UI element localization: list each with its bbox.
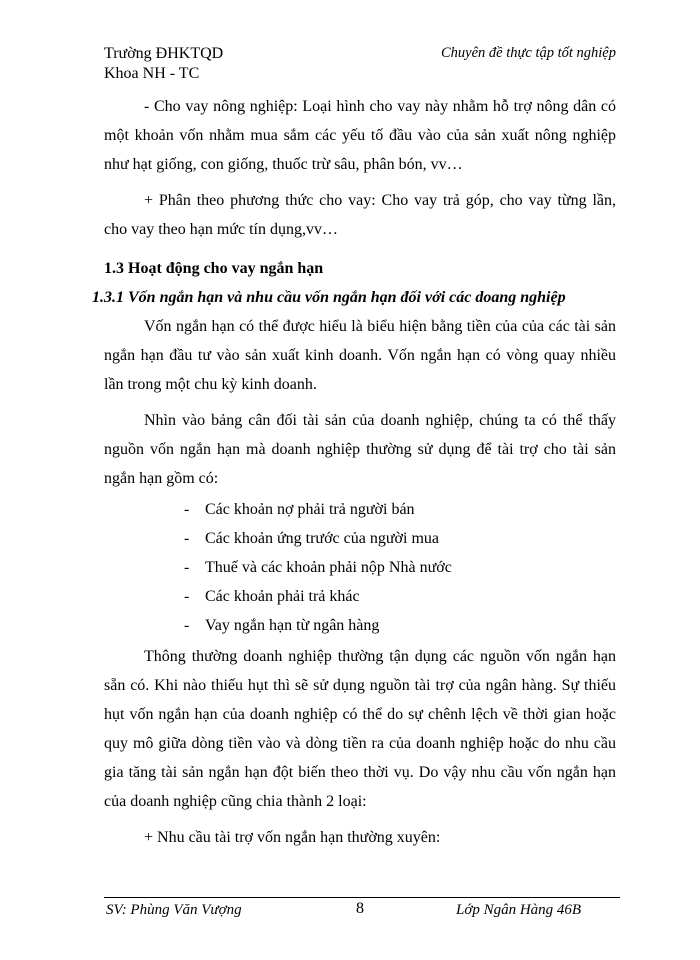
paragraph-balance-sheet: Nhìn vào bảng cân đối tài sản của doanh nghiệp, chúng ta có thể thấy nguồn vốn ngắn hạn mà doanh nghiệp thường sử dụng để tài trợ cho tài sản ngắn hạn gồm có: xyxy=(104,412,616,487)
paragraph-capital-shortfall: Thông thường doanh nghiệp thường tận dụng các nguồn vốn ngắn hạn sẵn có. Khi nào thiếu hụt thì sẽ sử dụng nguồn tài trợ của ngân hàng. Sự thiếu hụt vốn ngắn hạn của doanh nghiệp có thể do sự chênh lệch về thời gian hoặc quy mô giữa dòng tiền vào và dòng tiền ra của doanh nghiệp hoặc do nhu cầu gia tăng tài sản ngắn hạn đột biến theo thời vụ. Do vậy nhu cầu vốn ngắn hạn của doanh nghiệp cũng chia thành 2 loại: xyxy=(104,648,616,810)
list-item: - Các khoản ứng trước của người mua xyxy=(184,530,439,547)
list-item: - Các khoản nợ phải trả người bán xyxy=(184,501,415,518)
document-body xyxy=(92,92,616,852)
paragraph-agricultural-loans: - Cho vay nông nghiệp: Loại hình cho vay này nhằm hỗ trợ nông dân có một khoản vốn nhằm mua sắm các yếu tố đầu vào của sản xuất nông nghiệp như hạt giống, con giống, thuốc trừ sâu, phân bón, vv… xyxy=(104,98,616,173)
footer-divider xyxy=(104,897,620,898)
header-doc-type: Chuyên đề thực tập tốt nghiệp xyxy=(440,45,616,61)
section-heading-1-3-1: 1.3.1 Vốn ngắn hạn và nhu cầu vốn ngắn hạn đối với các doang nghiệp xyxy=(92,289,566,306)
footer-class: Lớp Ngân Hàng 46B xyxy=(456,902,582,918)
footer-student: SV: Phùng Văn Vượng xyxy=(106,902,242,918)
list-item: - Vay ngắn hạn từ ngân hàng xyxy=(184,617,380,634)
paragraph-loan-methods: + Phân theo phương thức cho vay: Cho vay trả góp, cho vay từng lần, cho vay theo hạn mức tín dụng,vv… xyxy=(104,192,616,238)
header-faculty: Khoa NH - TC xyxy=(104,65,200,82)
header-left xyxy=(104,44,223,84)
paragraph-regular-needs: + Nhu cầu tài trợ vốn ngắn hạn thường xuyên: xyxy=(144,829,441,846)
short-term-sources-list xyxy=(104,495,616,640)
paragraph-short-term-capital: Vốn ngắn hạn có thể được hiểu là biểu hiện bằng tiền của của các tài sản ngắn hạn đầu tư vào sản xuất kinh doanh. Vốn ngắn hạn có vòng quay nhiều lần trong một chu kỳ kinh doanh. xyxy=(104,318,616,393)
list-item: - Các khoản phải trả khác xyxy=(184,588,360,605)
section-heading-1-3: 1.3 Hoạt động cho vay ngắn hạn xyxy=(104,260,324,277)
header-school: Trường ĐHKTQD xyxy=(104,45,224,62)
footer-page-number: 8 xyxy=(356,900,364,917)
list-item: - Thuế và các khoản phải nộp Nhà nước xyxy=(184,559,452,576)
